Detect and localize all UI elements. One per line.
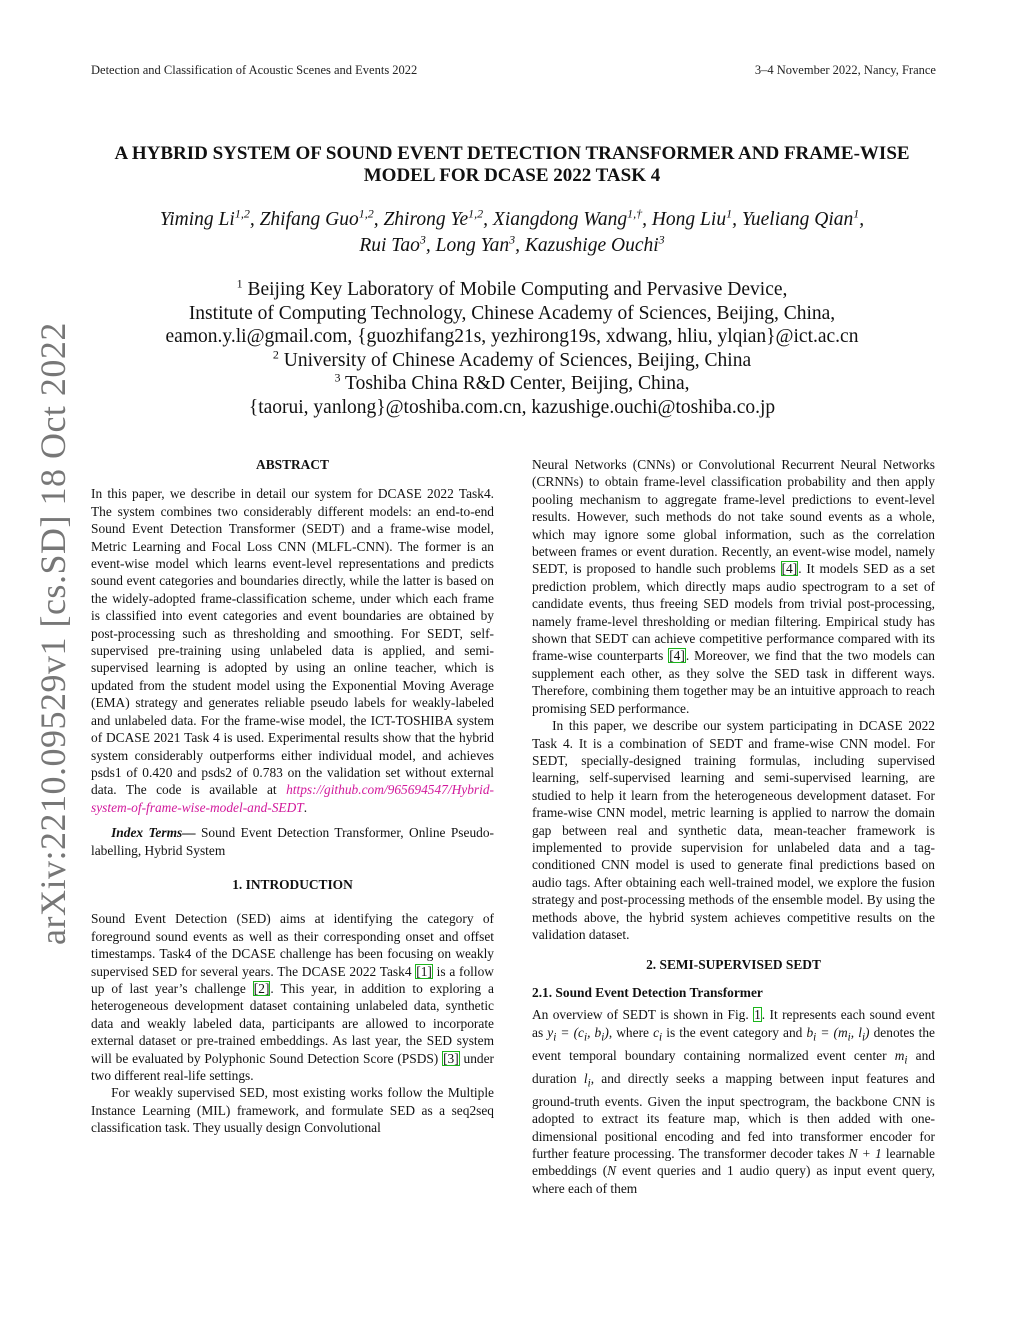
affil-number: 2 xyxy=(272,347,279,361)
sedt-paragraph: An overview of SEDT is shown in Fig. 1. It represents each sound event as $y_i = (c_i$, $b_i$), where $c_i$ is the event category and $b_i = (m_i$, $l_i$) denotes the event temporal boundary containing normalized event center $m_i$ and duration $l_i$, and directly seeks a mapping between input features and ground-truth events. Given the input spectrogram, the backbone CNN is adopted to extract its feature map, which is then added with one-dimensional positional encoding and fed into transformer encoder for further feature processing. The transformer decoder takes N + 1 learnable embeddings (N event queries and 1 audio query) as input event query, where each of them xyxy=(532,1007,935,1196)
affil-text: Beijing Key Laboratory of Mobile Computing and Pervasive Device, xyxy=(247,279,788,300)
index-terms-label: Index Terms— xyxy=(111,825,196,841)
math-li: $l_i$ xyxy=(583,1070,591,1090)
author-name: Xiangdong Wang xyxy=(492,209,628,230)
right-column xyxy=(532,456,935,1197)
citation-link[interactable]: [2] xyxy=(253,980,270,996)
intro-paragraph-1: Sound Event Detection (SED) aims at identifying the category of foreground sound events as well as their corresponding onset and offset timestamps. Task4 of the DCASE challenge has been focusing on weakly supervised SED for several years. The DCASE 2022 Task4 [1] is a follow up of last year’s challenge [2]. This year, in addition to exploring a heterogeneous development dataset containing unlabeled data, synthetic data and weakly labeled data, participants are allowed to incorporate external dataset or pre-trained embeddings. As last year, the SED system will be evaluated by Polyphonic Sound Detection Score (PSDS) [3] under two different real-life settings. xyxy=(91,911,494,1083)
math-n-plus-1: N + 1 xyxy=(848,1146,882,1162)
affil-1-emails: eamon.y.li@gmail.com, {guozhifang21s, yezhirong19s, xdwang, hliu, ylqian}@ict.ac.cn xyxy=(165,326,859,347)
affiliations xyxy=(60,278,964,419)
author-name: Rui Tao xyxy=(359,235,420,256)
author-affil: 3 xyxy=(419,232,426,247)
author-name: Zhirong Ye xyxy=(383,209,469,230)
author-line-1: Yiming Li$^{1,2}$, Zhifang Guo$^{1,2}$, Zhirong Ye$^{1,2}$, Xiangdong Wang$^{1,\dagger}$, Hong Liu$^1$, Yueliang Qian$^1$, xyxy=(159,206,865,230)
author-affil: 3 xyxy=(509,232,516,247)
affil-text: Toshiba China R&D Center, Beijing, China, xyxy=(345,373,690,394)
author-name: Hong Liu xyxy=(651,209,727,230)
math-mi: $m_i$ xyxy=(894,1047,908,1067)
abstract-text: In this paper, we describe in detail our system for DCASE 2022 Task4. The system combines two considerably different models: an end-to-end Sound Event Detection Transformer (SEDT) and a frame-wise model, Metric Learning and Focal Loss CNN (MLFL-CNN). The former is an event-wise model which learns event-level representations and predicts sound event categories and boundaries directly, while the latter is based on the widely-adopted frame-classification scheme, under which each frame is classified into event categories and event boundaries are obtained by post-processing such as thresholding and smoothing. For SEDT, self-supervised pre-training using unlabeled data is applied, and semi-supervised learning is adopted by using an online teacher, which is updated from the student model using the Exponential Moving Average (EMA) strategy and generates reliable pseudo labels for weakly-labeled and unlabeled data. For the frame-wise model, the ICT-TOSHIBA system of DCASE 2021 Task 4 is used. Experimental results show that the hybrid system considerably outperforms either individual model, and achieves psds1 of 0.420 and psds2 of 0.783 on the validation set without external data. The code is available at xyxy=(91,486,494,798)
author-affil: 1 xyxy=(726,206,733,221)
author-name: Zhifang Guo xyxy=(259,209,359,230)
abstract-end: . xyxy=(303,799,308,815)
math-bi: $b_i = (m_i$, $l_i$) xyxy=(806,1024,870,1044)
author-name: Yueliang Qian xyxy=(741,209,854,230)
conference-header: Detection and Classification of Acoustic Scenes and Events 2022 xyxy=(91,63,418,77)
affil-number: 3 xyxy=(334,370,341,385)
author-affil: 1,† xyxy=(627,206,643,221)
affil-1-line-1 xyxy=(60,278,964,302)
title-line-1: A HYBRID SYSTEM OF SOUND EVENT DETECTION TRANSFORMER AND FRAME-WISE xyxy=(114,143,910,164)
author-name: Kazushige Ouchi xyxy=(524,235,659,256)
affil-2 xyxy=(60,349,964,373)
citation-link[interactable]: [4] xyxy=(781,561,798,577)
figure-link[interactable]: 1 xyxy=(754,1007,761,1023)
author-list xyxy=(60,207,964,259)
abstract-heading: ABSTRACT xyxy=(256,457,329,472)
code-link[interactable]: https://github.com/965694547/Hybrid-system-of-frame-wise-model-and-SEDT xyxy=(91,782,494,815)
author-affil: 1,2 xyxy=(234,206,250,221)
introduction-heading: 1. INTRODUCTION xyxy=(232,876,353,892)
author-name: Yiming Li xyxy=(159,209,235,230)
abstract-body xyxy=(91,485,494,816)
section-2-heading: 2. SEMI-SUPERVISED SEDT xyxy=(646,957,821,973)
author-affil: 3 xyxy=(658,232,665,247)
title-line-2: MODEL FOR DCASE 2022 TASK 4 xyxy=(363,165,661,186)
author-name: Long Yan xyxy=(435,235,510,256)
affil-number: 1 xyxy=(236,276,243,291)
index-terms-text: Sound Event Detection Transformer, Online Pseudo-labelling, Hybrid System xyxy=(91,825,494,858)
subsection-2-1-heading: 2.1. Sound Event Detection Transformer xyxy=(532,984,763,1000)
affil-3-line-1 xyxy=(60,372,964,396)
citation-link[interactable]: [1] xyxy=(416,963,432,979)
intro-paragraph-2: For weakly supervised SED, most existing works follow the Multiple Instance Learning (MIL) framework, and formulate SED as a seq2seq classification task. They usually design Convolutional xyxy=(91,1085,494,1136)
intro-paragraph-3: Neural Networks (CNNs) or Convolutional Recurrent Neural Networks (CRNNs) to obtain frame-level classification probability and then apply pooling mechanism to aggregate frame-level predictions to event-level results. However, such methods do not take sound events as a whole, which may ignore some global information, such as the correlation between frames or event duration. Recently, an event-wise model, namely SEDT, is proposed to handle such problems [4]. It models SED as a set prediction problem, which directly maps audio spectrogram to a set of candidate events, thus freeing SED models from trivial post-processing, namely frame-level thresholding or median filtering. Empirical study has shown that SEDT can achieve competitive performance compared with its frame-wise counterparts [4]. Moreover, we find that the two models can supplement each other, as they solve the SED task in different ways. Therefore, combining them together may be an intuitive approach to reach promising SED performance. xyxy=(532,457,935,716)
author-affil: 1 xyxy=(853,206,860,221)
left-column xyxy=(91,456,494,1137)
citation-link[interactable]: [4] xyxy=(669,648,685,664)
paper-title xyxy=(60,143,964,187)
math-yi: $y_i = (c_i$, $b_i$) xyxy=(547,1024,609,1044)
author-line-2: Rui Tao$^3$, Long Yan$^3$, Kazushige Ouchi$^3$ xyxy=(359,232,665,256)
math-ci: $c_i$ xyxy=(653,1024,663,1044)
author-affil: 1,2 xyxy=(358,206,374,221)
affil-text: University of Chinese Academy of Sciences, Beijing, China xyxy=(283,349,752,371)
author-affil: 1,2 xyxy=(468,206,484,221)
affil-3-emails: {taorui, yanlong}@toshiba.com.cn, kazushige.ouchi@toshiba.co.jp xyxy=(248,396,776,418)
date-location-header: 3–4 November 2022, Nancy, France xyxy=(754,63,936,77)
citation-link[interactable]: [3] xyxy=(443,1050,459,1066)
math-n: N xyxy=(607,1163,617,1179)
intro-paragraph-4: In this paper, we describe our system participating in DCASE 2022 Task 4. It is a combination of SEDT and frame-wise CNN model. For SEDT, specially-designed training formulas, including supervised learning, self-supervised learning and semi-supervised learning, are studied to help it learn from the heterogeneous development dataset. For frame-wise CNN model, metric learning is applied to narrow the domain gap between real and synthetic data, mean-teacher framework is implemented to provide supervision for unlabeled data and a tag-conditioned CNN model is used to generate final predictions based on audio tags. After obtaining each well-trained model, we explore the fusion strategy and post-processing methods of the ensemble model. By using the methods above, the hybrid system achieves competitive results on the validation dataset. xyxy=(532,718,935,942)
affil-1-line-2: Institute of Computing Technology, Chinese Academy of Sciences, Beijing, China, xyxy=(188,302,836,324)
arxiv-identifier: arXiv:2210.09529v1 [cs.SD] 18 Oct 2022 xyxy=(33,322,73,945)
index-terms xyxy=(91,824,494,859)
